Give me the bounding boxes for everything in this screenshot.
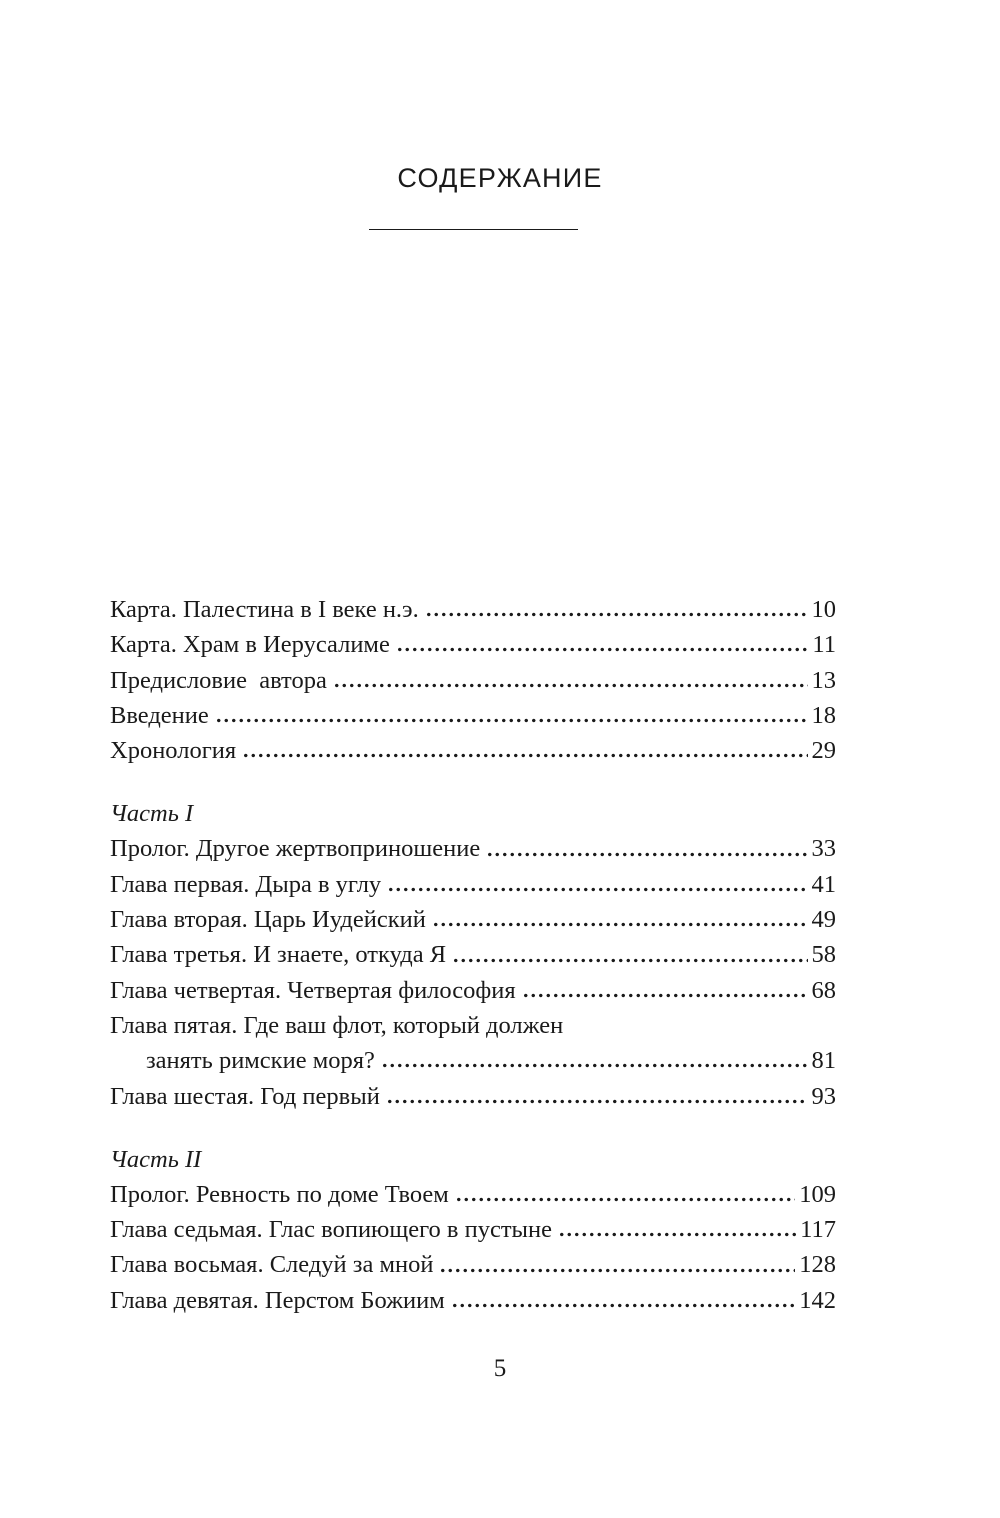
page-number: 68	[811, 976, 836, 1004]
entry-title: Глава четвертая. Четвертая философия	[110, 976, 516, 1004]
entry-title: Предисловие автора	[110, 666, 327, 694]
entry-title: Глава девятая. Перстом Божиим	[110, 1286, 445, 1314]
entry-title: Пролог. Ревность по доме Твоем	[110, 1180, 449, 1208]
dot-leader	[451, 1303, 795, 1308]
toc-entry	[110, 831, 836, 866]
dot-leader	[486, 852, 807, 857]
entry-title: Глава шестая. Год первый	[110, 1082, 380, 1110]
toc-entry	[110, 1283, 836, 1318]
dot-leader	[452, 958, 807, 963]
dot-leader	[425, 612, 808, 617]
toc-entry	[110, 592, 836, 627]
page-number: 58	[811, 941, 836, 969]
entry-title: Глава первая. Дыра в углу	[110, 870, 382, 898]
page-number: 13	[811, 666, 836, 694]
title-rule	[369, 229, 578, 230]
entry-title: Глава третья. И знаете, откуда Я	[110, 941, 447, 969]
entry-title: Хронология	[110, 737, 237, 765]
dot-leader	[396, 647, 809, 652]
page-number: 11	[812, 631, 836, 659]
dot-leader	[455, 1197, 795, 1202]
entry-title: Глава вторая. Царь Иудейский	[110, 906, 426, 934]
page-number: 93	[811, 1082, 836, 1110]
entry-title: Пролог. Другое жертвоприношение	[110, 835, 481, 863]
page-number: 33	[811, 835, 836, 863]
page-number: 117	[800, 1216, 836, 1244]
entry-title: Глава восьмая. Следуй за мной	[110, 1251, 434, 1279]
toc-entry	[110, 973, 836, 1008]
toc-entry	[110, 1079, 836, 1114]
dot-leader	[386, 1099, 808, 1104]
page-number: 81	[811, 1047, 836, 1075]
part-two-heading: Часть II	[110, 1145, 202, 1173]
toc-entry	[110, 867, 836, 902]
toc-title: СОДЕРЖАНИЕ	[397, 163, 603, 193]
dot-leader	[439, 1268, 795, 1273]
toc-entry	[110, 937, 836, 972]
toc-entry	[110, 1177, 836, 1212]
entry-title: Введение	[110, 701, 209, 729]
dot-leader	[333, 683, 808, 688]
entry-title-line1: Глава пятая. Где ваш флот, который должен	[110, 1011, 564, 1039]
entry-title: Карта. Палестина в I веке н.э.	[110, 596, 419, 623]
dot-leader	[242, 753, 807, 758]
dot-leader	[558, 1232, 796, 1237]
dot-leader	[522, 993, 808, 998]
page-number: 49	[811, 906, 836, 934]
dot-leader	[387, 887, 807, 892]
toc-entry	[110, 698, 836, 733]
dot-leader	[215, 718, 808, 723]
toc-entry	[110, 663, 836, 698]
page-number: 10	[811, 596, 836, 623]
page-number: 142	[799, 1286, 836, 1314]
page-number: 109	[799, 1180, 836, 1208]
toc-entry-multiline	[110, 1008, 836, 1079]
toc-entry	[110, 733, 836, 768]
page-number: 18	[811, 701, 836, 729]
part-one-section	[110, 795, 836, 1113]
toc-entry	[110, 1043, 836, 1078]
toc-entry	[110, 627, 836, 662]
front-matter-section	[110, 592, 836, 768]
page-number: 29	[811, 737, 836, 765]
toc-entry	[110, 1212, 836, 1247]
part-two-section	[110, 1141, 836, 1318]
dot-leader	[381, 1063, 808, 1068]
entry-title-line2: занять римские моря?	[146, 1047, 375, 1075]
toc-entry	[110, 1247, 836, 1282]
page-number: 41	[811, 870, 836, 898]
dot-leader	[432, 922, 808, 927]
entry-title: Карта. Храм в Иерусалиме	[110, 631, 390, 659]
page-folio: 5	[493, 1355, 507, 1382]
entry-title: Глава седьмая. Глас вопиющего в пустыне	[110, 1216, 552, 1244]
table-of-contents	[110, 592, 836, 1318]
page-number: 128	[799, 1251, 836, 1279]
toc-entry	[110, 902, 836, 937]
part-one-heading: Часть I	[110, 800, 194, 828]
